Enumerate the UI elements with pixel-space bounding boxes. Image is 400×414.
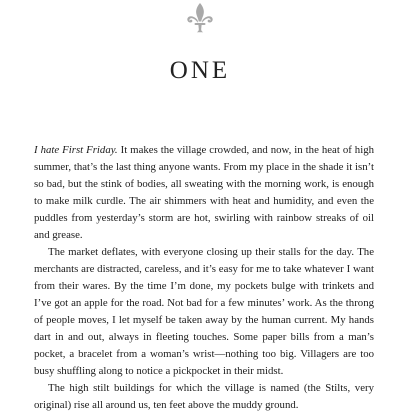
- fleur-de-lis-icon: [186, 2, 214, 34]
- paragraph-1: [34, 142, 374, 244]
- opening-line: I hate First Friday.: [34, 144, 118, 156]
- paragraph-2: The market deflates, with everyone closing up their stalls for the day. The merchants are distracted, careless, and it’s easy for me to take whatever I want from their wares. By the time I’m done, my pockets bulge with trinkets and I’ve got an apple for the road. Not bad for a few minutes’ work. As the throng of people moves, I let myself be taken away by the human current. My hands dart in and out, always in fleeting touches. Some paper bills from a man’s pocket, a bracelet from a woman’s wrist—nothing too big. Villagers are too busy shuffling along to notice a pickpocket in their midst.: [34, 246, 374, 377]
- paragraph-1-text: It makes the village crowded, and now, in the heat of high summer, that’s the last thing anyone wants. From my place in the shade it isn’t so bad, but the stink of bodies, all sweating with the morning work, is enough to make milk curdle. The air shimmers with heat and humidity, and even the puddles from yesterday’s storm are hot, swirling with rainbow streaks of oil and grease.: [34, 144, 374, 241]
- chapter-body: [34, 142, 374, 414]
- chapter-title: ONE: [169, 57, 231, 84]
- paragraph-3: The high stilt buildings for which the village is named (the Stilts, very original) rise all around us, ten feet above the muddy ground.: [34, 382, 374, 411]
